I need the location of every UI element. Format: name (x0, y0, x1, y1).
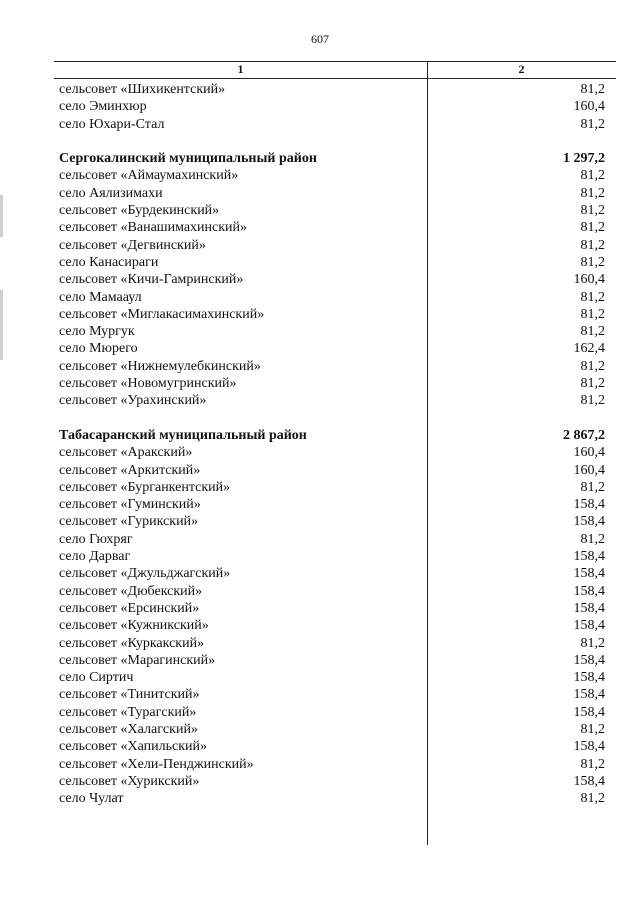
settlement-name: село Канасираги (59, 254, 159, 270)
settlement-name: сельсовет «Гурикский» (59, 514, 199, 530)
table-row (59, 289, 605, 306)
settlement-name: сельсовет «Куркакский» (59, 635, 205, 651)
table-row (59, 652, 605, 669)
settlement-value: 158,4 (573, 670, 605, 686)
settlement-value: 158,4 (573, 600, 605, 616)
settlement-name: сельсовет «Кичи-Гамринский» (59, 272, 244, 288)
district-row (59, 150, 605, 167)
table-row (59, 375, 605, 392)
section-spacer (59, 410, 605, 427)
settlement-value: 158,4 (573, 583, 605, 599)
table-row (59, 98, 605, 115)
settlement-name: сельсовет «Нижнемулебкинский» (59, 358, 261, 374)
settlement-name: сельсовет «Тинитский» (59, 687, 200, 703)
settlement-name: сельсовет «Халагский» (59, 721, 198, 737)
table-row (59, 271, 605, 288)
settlement-value: 160,4 (573, 99, 605, 115)
table-row (59, 790, 605, 807)
settlement-name: сельсовет «Аракский» (59, 445, 193, 461)
table-row (59, 756, 605, 773)
settlement-value: 81,2 (580, 479, 605, 495)
settlement-name: село Сиртич (59, 670, 134, 686)
table-body (59, 81, 605, 807)
table-row (59, 185, 605, 202)
table-row (59, 686, 605, 703)
table-row (59, 306, 605, 323)
settlement-value: 158,4 (573, 687, 605, 703)
column-header-1: 1 (237, 62, 244, 76)
district-name: Табасаранский муниципальный район (59, 427, 307, 443)
settlement-value: 160,4 (573, 462, 605, 478)
table-row (59, 116, 605, 133)
table-row (59, 479, 605, 496)
table-row (59, 548, 605, 565)
table-row (59, 167, 605, 184)
table-row (59, 392, 605, 409)
settlement-name: сельсовет «Хурикский» (59, 773, 200, 789)
settlement-name: сельсовет «Турагский» (59, 704, 197, 720)
settlement-value: 158,4 (573, 739, 605, 755)
settlement-value: 81,2 (580, 237, 605, 253)
scan-margin-mark (0, 195, 3, 237)
settlement-name: сельсовет «Бурдекинский» (59, 203, 220, 219)
settlement-value: 81,2 (580, 531, 605, 547)
settlement-value: 158,4 (573, 773, 605, 789)
table-header (54, 62, 616, 78)
table-row (59, 358, 605, 375)
settlement-name: сельсовет «Гуминский» (59, 497, 201, 513)
settlement-value: 81,2 (580, 358, 605, 374)
table-row (59, 600, 605, 617)
table-header-rule (54, 78, 616, 79)
settlement-name: сельсовет «Дегвинский» (59, 237, 206, 253)
table-row (59, 513, 605, 530)
table-row (59, 738, 605, 755)
settlement-name: село Дарваг (59, 549, 131, 565)
district-total: 1 297,2 (563, 151, 605, 167)
scan-margin-mark (0, 290, 3, 360)
settlement-name: село Юхари-Стал (59, 116, 165, 132)
table-row (59, 773, 605, 790)
settlement-name: сельсовет «Урахинский» (59, 393, 207, 409)
settlement-name: сельсовет «Дюбекский» (59, 583, 203, 599)
column-header-2: 2 (518, 62, 525, 76)
table-row (59, 254, 605, 271)
settlement-value: 81,2 (580, 203, 605, 219)
settlement-value: 81,2 (580, 376, 605, 392)
page-number: 607 (311, 32, 329, 46)
settlement-value: 81,2 (580, 756, 605, 772)
settlement-value: 158,4 (573, 566, 605, 582)
district-row (59, 427, 605, 444)
settlement-value: 81,2 (580, 168, 605, 184)
settlement-value: 81,2 (580, 116, 605, 132)
settlement-value: 81,2 (580, 82, 605, 97)
table-row (59, 531, 605, 548)
settlement-name: сельсовет «Ерсинский» (59, 600, 200, 616)
table-row (59, 565, 605, 582)
section-spacer (59, 133, 605, 150)
settlement-value: 81,2 (580, 791, 605, 807)
table-row (59, 444, 605, 461)
settlement-name: сельсовет «Аймаумахинский» (59, 168, 239, 184)
settlement-name: сельсовет «Ванашимахинский» (59, 220, 248, 236)
settlement-value: 158,4 (573, 514, 605, 530)
settlement-value: 81,2 (580, 306, 605, 322)
settlement-name: село Чулат (59, 791, 124, 807)
settlement-value: 160,4 (573, 445, 605, 461)
settlement-value: 81,2 (580, 324, 605, 340)
settlement-name: сельсовет «Новомугринский» (59, 376, 237, 392)
table-row (59, 237, 605, 254)
district-total: 2 867,2 (563, 427, 605, 443)
table-row (59, 704, 605, 721)
settlement-value: 81,2 (580, 185, 605, 201)
settlement-name: село Гюхряг (59, 531, 133, 547)
table-row (59, 496, 605, 513)
settlement-value: 81,2 (580, 393, 605, 409)
settlement-name: село Мюрего (59, 341, 138, 357)
settlement-name: сельсовет «Хели-Пенджинский» (59, 756, 254, 772)
table-row (59, 340, 605, 357)
settlement-value: 158,4 (573, 618, 605, 634)
table-row (59, 669, 605, 686)
settlement-name: село Мургук (59, 324, 135, 340)
settlement-name: сельсовет «Кужникский» (59, 618, 209, 634)
settlement-value: 81,2 (580, 254, 605, 270)
settlement-name: сельсовет «Джульджагский» (59, 566, 231, 582)
settlement-name: сельсовет «Марагинский» (59, 652, 216, 668)
settlement-name: село Эминхюр (59, 99, 147, 115)
settlement-name: сельсовет «Хапильский» (59, 739, 208, 755)
settlement-value: 81,2 (580, 220, 605, 236)
settlement-name: сельсовет «Шихикентский» (59, 82, 226, 97)
district-name: Сергокалинский муниципальный район (59, 151, 317, 167)
table-row (59, 583, 605, 600)
table-row (59, 617, 605, 634)
settlement-name: село Аялизимахи (59, 185, 163, 201)
settlement-name: сельсовет «Аркитский» (59, 462, 201, 478)
table-row (59, 219, 605, 236)
settlement-value: 158,4 (573, 704, 605, 720)
settlement-value: 158,4 (573, 497, 605, 513)
table-row (59, 202, 605, 219)
table-row (59, 81, 605, 98)
table-row (59, 462, 605, 479)
table-row (59, 635, 605, 652)
settlement-name: село Мамааул (59, 289, 142, 305)
settlement-value: 162,4 (573, 341, 605, 357)
table-row (59, 721, 605, 738)
settlement-value: 160,4 (573, 272, 605, 288)
settlement-value: 158,4 (573, 652, 605, 668)
settlement-value: 81,2 (580, 721, 605, 737)
settlement-value: 81,2 (580, 289, 605, 305)
settlement-name: сельсовет «Миглакасимахинский» (59, 306, 265, 322)
settlement-name: сельсовет «Бурганкентский» (59, 479, 231, 495)
settlement-value: 81,2 (580, 635, 605, 651)
settlement-value: 158,4 (573, 549, 605, 565)
table-row (59, 323, 605, 340)
